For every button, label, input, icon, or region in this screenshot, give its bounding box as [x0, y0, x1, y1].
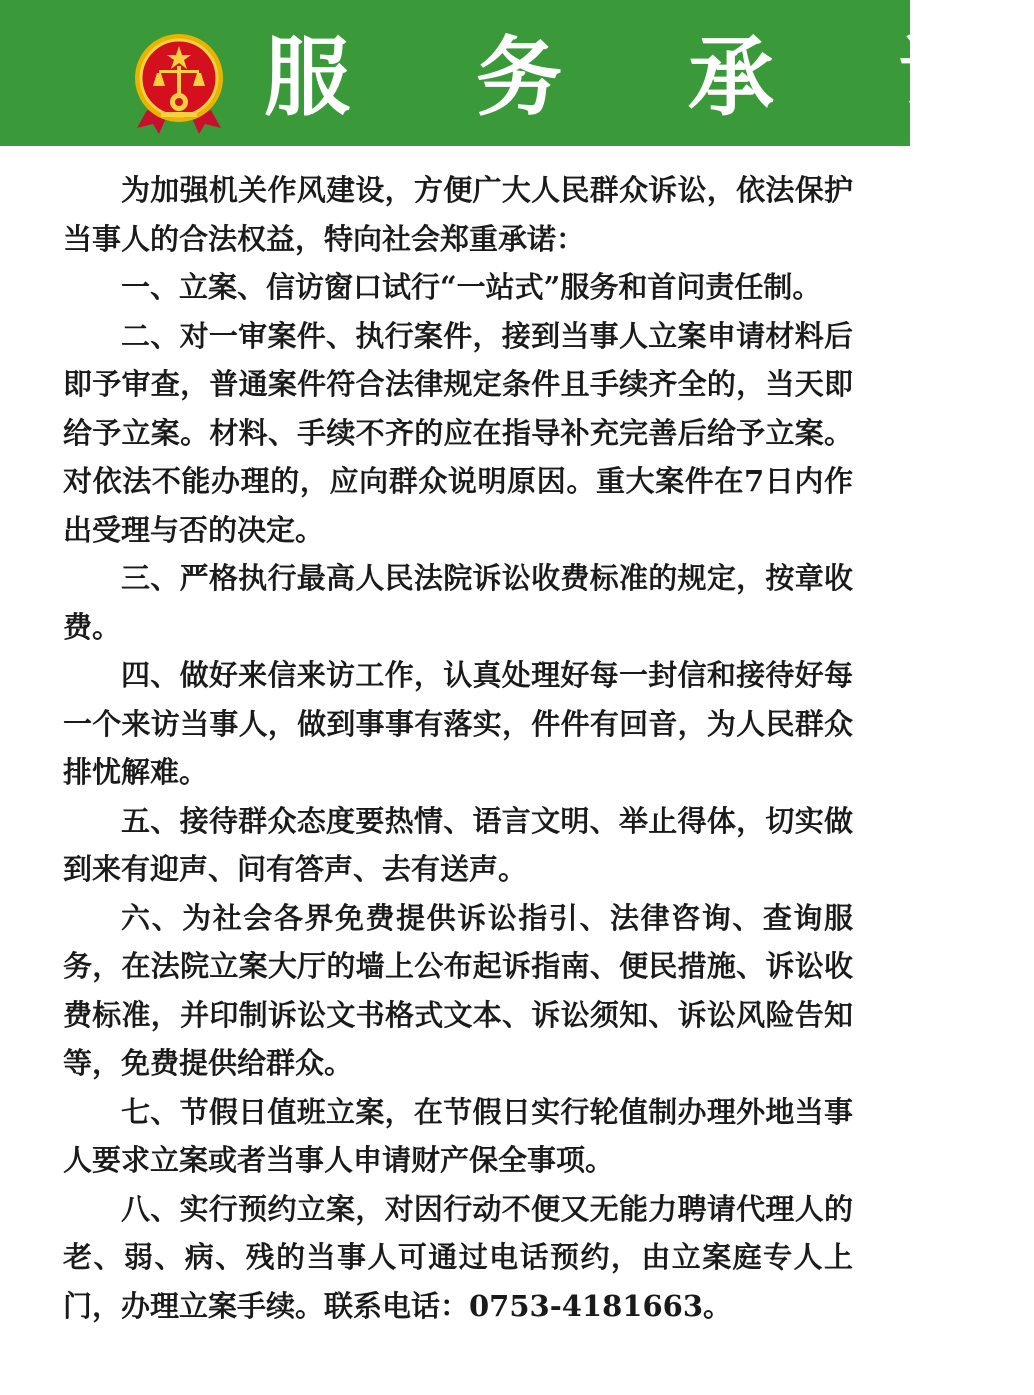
intro-paragraph: 为加强机关作风建设，方便广大人民群众诉讼，依法保护当事人的合法权益，特向社会郑重承诺： [63, 173, 853, 256]
commitment-item-3: 三、严格执行最高人民法院诉讼收费标准的规定，按章收费。 [63, 561, 853, 644]
commitment-item-4: 四、做好来信来访工作，认真处理好每一封信和接待好每一个来访当事人，做到事事有落实，件件有回音，为人民群众排忧解难。 [63, 658, 853, 789]
commitment-item-5: 五、接待群众态度要热情、语言文明、举止得体，切实做到来有迎声、问有答声、去有送声。 [63, 803, 853, 886]
court-emblem-icon [133, 32, 225, 136]
commitment-item-6: 六、为社会各界免费提供诉讼指引、法律咨询、查询服务，在法院立案大厅的墙上公布起诉指南、便民措施、诉讼收费标准，并印制诉讼文书格式文本、诉讼须知、诉讼风险告知等，免费提供给群众。 [63, 900, 853, 1080]
header-banner [0, 0, 1034, 146]
commitment-item-8: 八、实行预约立案，对因行动不便又无能力聘请代理人的老、弱、病、残的当事人可通过电话预约，由立案庭专人上门，办理立案手续。联系电话：0753-4181663。 [63, 1191, 853, 1323]
commitment-item-2: 二、对一审案件、执行案件，接到当事人立案申请材料后即予审查，普通案件符合法律规定条件且手续齐全的，当天即给予立案。材料、手续不齐的应在指导补充完善后给予立案。对依法不能办理的，应向群众说明原因。重大案件在7日内作出受理与否的决定。 [63, 318, 853, 547]
commitment-item-7: 七、节假日值班立案，在节假日实行轮值制办理外地当事人要求立案或者当事人申请财产保全事项。 [63, 1094, 853, 1177]
commitment-body [63, 166, 853, 1330]
commitment-item-1: 一、立案、信访窗口试行“一站式”服务和首问责任制。 [121, 270, 822, 304]
page-title: 服 务 承 诺 [264, 28, 1034, 128]
